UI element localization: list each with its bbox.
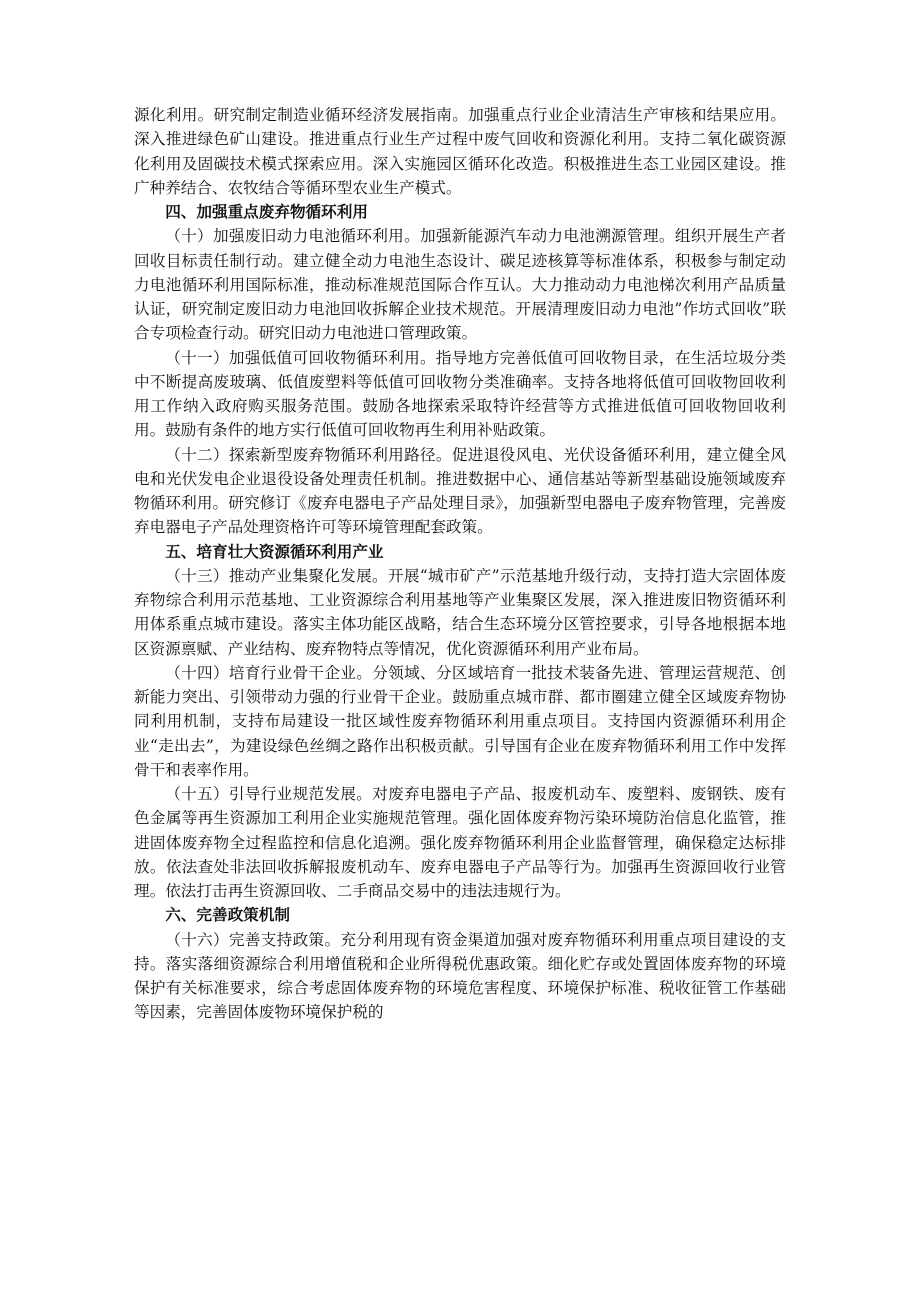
paragraph-14: （十四）培育行业骨干企业。分领域、分区域培育一批技术装备先进、管理运营规范、创新能力突出、引领带动力强的行业骨干企业。鼓励重点城市群、都市圈建立健全区域废弃物协同利用机制，支持布局建设一批区域性废弃物循环利用重点项目。支持国内资源循环利用企业“走出去”，为建设绿色丝绸之路作出积极贡献。引导国有企业在废弃物循环利用工作中发挥骨干和表率作用。 bbox=[134, 663, 786, 779]
section-heading-4: 四、加强重点废弃物循环利用 bbox=[165, 202, 368, 221]
section-heading-6: 六、完善政策机制 bbox=[165, 905, 290, 925]
paragraph-13: （十三）推动产业集聚化发展。开展“城市矿产”示范基地升级行动，支持打造大宗固体废弃物综合利用示范基地、工业资源综合利用基地等产业集聚区发展，深入推进废旧物资循环利用体系重点城市建设。落实主体功能区战略，结合生态环境分区管控要求，引导各地根据本地区资源禀赋、产业结构、废弃物特点等情况，优化资源循环利用产业布局。 bbox=[134, 566, 786, 658]
paragraph-11: （十一）加强低值可回收物循环利用。指导地方完善低值可回收物目录，在生活垃圾分类中不断提高废玻璃、低值废塑料等低值可回收物分类准确率。支持各地将低值可回收物回收利用工作纳入政府购买服务范围。鼓励各地探索采取特许经营等方式推进低值可回收物回收利用。鼓励有条件的地方实行低值可回收物再生利用补贴政策。 bbox=[134, 348, 786, 440]
document-page bbox=[134, 103, 786, 1025]
paragraph-12: （十二）探索新型废弃物循环利用路径。促进退役风电、光伏设备循环利用，建立健全风电和光伏发电企业退役设备处理责任机制。推进数据中心、通信基站等新型基础设施领域废弃物循环利用。研究修订《废弃电器电子产品处理目录》，加强新型电器电子废弃物管理，完善废弃电器电子产品处理资格许可等环境管理配套政策。 bbox=[134, 445, 786, 537]
paragraph-15: （十五）引导行业规范发展。对废弃电器电子产品、报废机动车、废塑料、废钢铁、废有色金属等再生资源加工利用企业实施规范管理。强化固体废弃物污染环境防治信息化监管，推进固体废弃物全过程监控和信息化追溯。强化废弃物循环利用企业监督管理，确保稳定达标排放。依法查处非法回收拆解报废机动车、废弃电器电子产品等行为。加强再生资源回收行业管理。依法打击再生资源回收、二手商品交易中的违法违规行为。 bbox=[134, 785, 786, 900]
paragraph-10: （十）加强废旧动力电池循环利用。加强新能源汽车动力电池溯源管理。组织开展生产者回收目标责任制行动。建立健全动力电池生态设计、碳足迹核算等标准体系，积极参与制定动力电池循环利用国际标准，推动标准规范国际合作互认。大力推动动力电池梯次利用产品质量认证，研究制定废旧动力电池回收拆解企业技术规范。开展清理废旧动力电池”作坊式回收”联合专项检查行动。研究旧动力电池进口管理政策。 bbox=[134, 227, 786, 343]
section-heading-5: 五、培育壮大资源循环利用产业 bbox=[165, 541, 384, 561]
paragraph-intro: 源化利用。研究制定制造业循环经济发展指南。加强重点行业企业清洁生产审核和结果应用。深入推进绿色矿山建设。推进重点行业生产过程中废气回收和资源化利用。支持二氧化碳资源化利用及固碳技术模式探索应用。深入实施园区循环化改造。积极推进生态工业园区建设。推广种养结合、农牧结合等循环型农业生产模式。 bbox=[134, 106, 786, 197]
paragraph-16: （十六）完善支持政策。充分利用现有资金渠道加强对废弃物循环利用重点项目建设的支持。落实落细资源综合利用增值税和企业所得税优惠政策。细化贮存或处置固体废弃物的环境保护有关标准要求，综合考虑固体废弃物的环境危害程度、环境保护标准、税收征管工作基础等因素，完善固体废物环境保护税的 bbox=[134, 930, 786, 1022]
